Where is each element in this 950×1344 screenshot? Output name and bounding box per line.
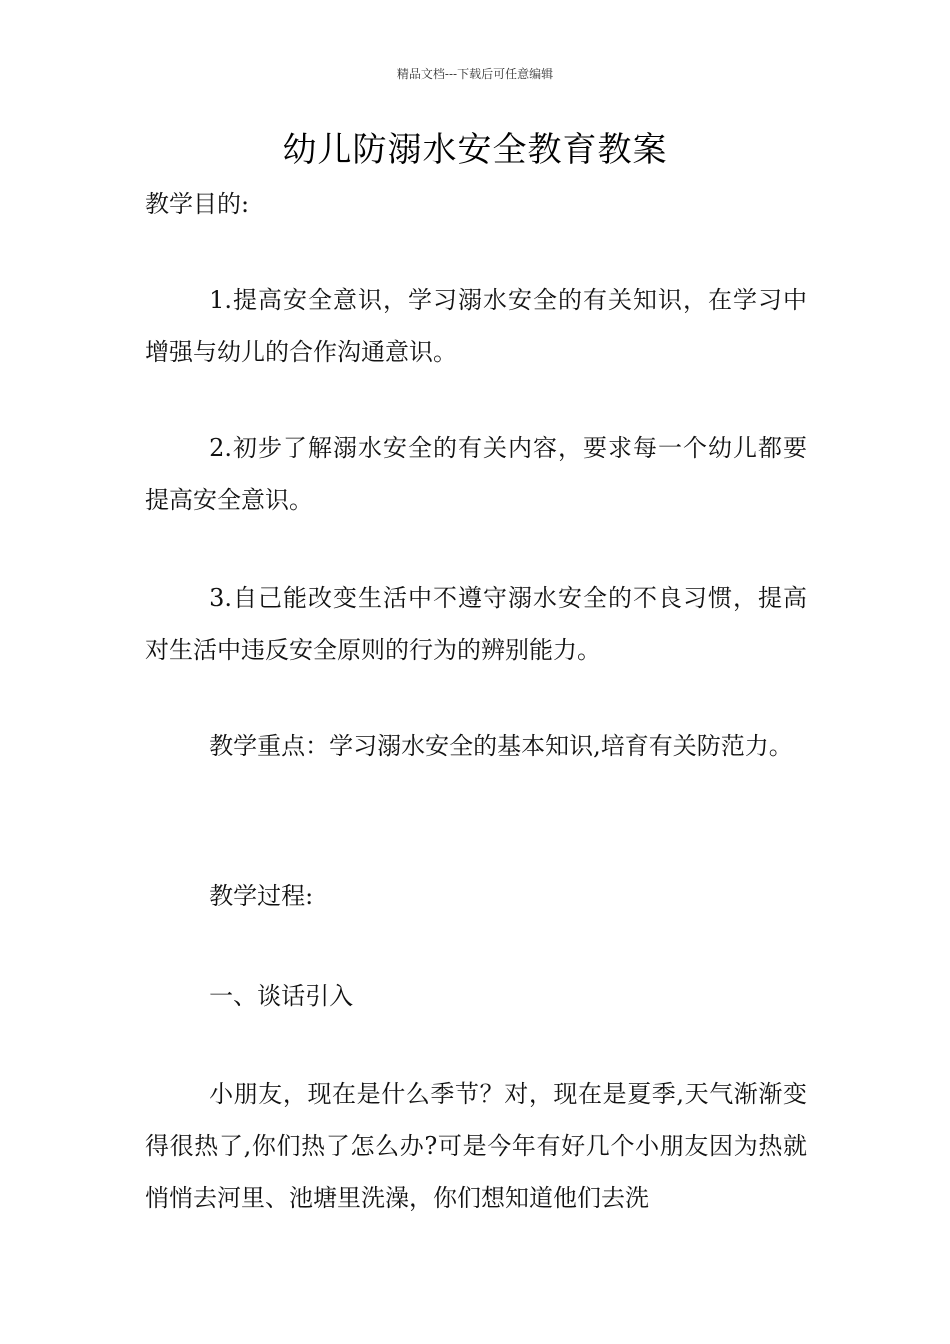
section-heading-process: 教学过程:	[209, 882, 314, 910]
subsection-heading-intro: 一、谈话引入	[209, 982, 354, 1010]
intro-body-paragraph: 小朋友，现在是什么季节？对，现在是夏季,天气渐渐变得很热了,你们热了怎么办?可是今年有好几个小朋友因为热就悄悄去河里、池塘里洗澡，你们想知道他们去洗	[145, 1080, 807, 1212]
page-header: 精品文档---下载后可任意编辑	[396, 67, 554, 81]
document-title: 幼儿防溺水安全教育教案	[282, 130, 668, 170]
teaching-focus-paragraph: 教学重点：学习溺水安全的基本知识,培育有关防范力。	[209, 732, 793, 760]
section-heading-objectives: 教学目的:	[145, 190, 250, 218]
objective-1-paragraph: 1.提高安全意识，学习溺水安全的有关知识，在学习中增强与幼儿的合作沟通意识。	[145, 286, 807, 366]
objective-3-paragraph: 3.自己能改变生活中不遵守溺水安全的不良习惯，提高对生活中违反安全原则的行为的辨别能力。	[145, 584, 807, 664]
objective-2-paragraph: 2.初步了解溺水安全的有关内容，要求每一个幼儿都要提高安全意识。	[145, 434, 807, 514]
